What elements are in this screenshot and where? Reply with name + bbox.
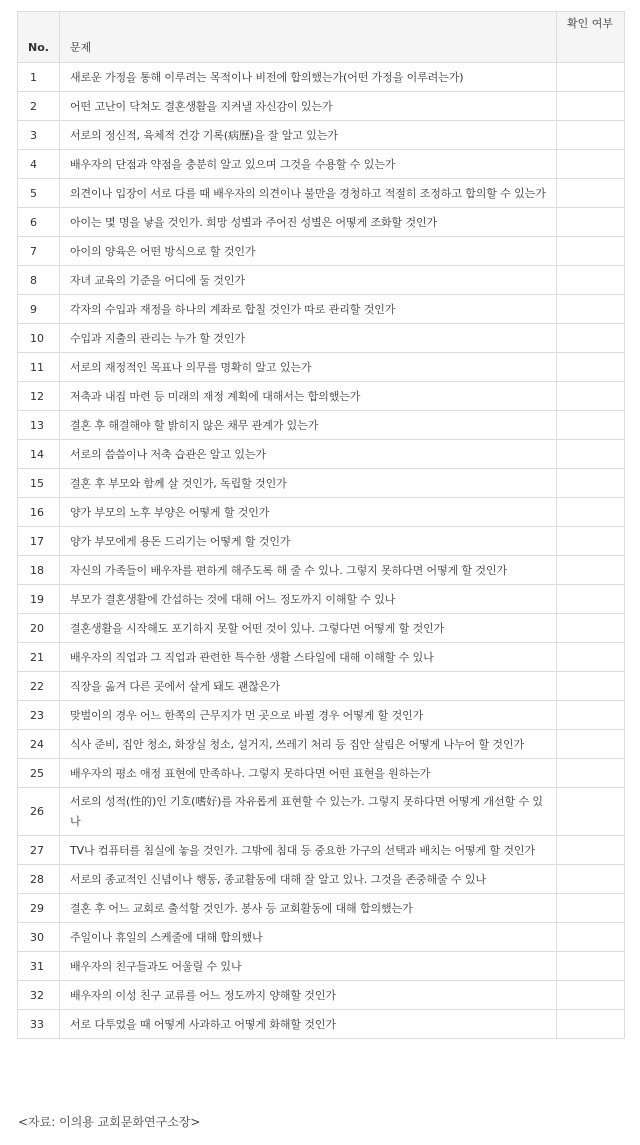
row-number: 22	[18, 672, 60, 701]
table-row	[18, 701, 625, 730]
row-check-cell	[557, 836, 625, 865]
row-check-cell	[557, 730, 625, 759]
row-check-cell	[557, 788, 625, 836]
row-number: 6	[18, 208, 60, 237]
row-check-cell	[557, 585, 625, 614]
table-row	[18, 1010, 625, 1039]
row-question: 아이의 양육은 어떤 방식으로 할 것인가	[60, 237, 557, 266]
row-question: 배우자의 평소 애정 표현에 만족하나. 그렇지 못하다면 어떤 표현을 원하는가	[60, 759, 557, 788]
row-number: 10	[18, 324, 60, 353]
row-number: 8	[18, 266, 60, 295]
row-number: 19	[18, 585, 60, 614]
row-number: 13	[18, 411, 60, 440]
row-question: 결혼 후 해결해야 할 밝히지 않은 채무 관계가 있는가	[60, 411, 557, 440]
row-question: 수입과 지출의 관리는 누가 할 것인가	[60, 324, 557, 353]
row-number: 28	[18, 865, 60, 894]
row-number: 9	[18, 295, 60, 324]
row-number: 21	[18, 643, 60, 672]
table-row	[18, 295, 625, 324]
row-check-cell	[557, 411, 625, 440]
row-check-cell	[557, 469, 625, 498]
table-row	[18, 498, 625, 527]
row-number: 23	[18, 701, 60, 730]
row-number: 17	[18, 527, 60, 556]
row-check-cell	[557, 527, 625, 556]
row-question: 배우자의 단점과 약점을 충분히 알고 있으며 그것을 수용할 수 있는가	[60, 150, 557, 179]
row-check-cell	[557, 237, 625, 266]
table-row	[18, 730, 625, 759]
row-number: 20	[18, 614, 60, 643]
table-body	[18, 63, 625, 1039]
row-question: TV나 컴퓨터를 침실에 놓을 것인가. 그밖에 침대 등 중요한 가구의 선택과 배치는 어떻게 할 것인가	[60, 836, 557, 865]
row-number: 2	[18, 92, 60, 121]
row-number: 30	[18, 923, 60, 952]
table-row	[18, 672, 625, 701]
row-check-cell	[557, 759, 625, 788]
table-row	[18, 759, 625, 788]
table-row	[18, 324, 625, 353]
row-check-cell	[557, 952, 625, 981]
row-check-cell	[557, 498, 625, 527]
row-check-cell	[557, 382, 625, 411]
row-check-cell	[557, 63, 625, 92]
row-check-cell	[557, 150, 625, 179]
row-question: 서로 다투었을 때 어떻게 사과하고 어떻게 화해할 것인가	[60, 1010, 557, 1039]
table-row	[18, 981, 625, 1010]
row-question: 각자의 수입과 재정을 하나의 계좌로 합칠 것인가 따로 관리할 것인가	[60, 295, 557, 324]
row-check-cell	[557, 923, 625, 952]
table-row	[18, 614, 625, 643]
table-row	[18, 440, 625, 469]
row-check-cell	[557, 556, 625, 585]
row-check-cell	[557, 701, 625, 730]
row-number: 16	[18, 498, 60, 527]
row-check-cell	[557, 1010, 625, 1039]
row-question: 서로의 정신적, 육체적 건강 기록(病歷)을 잘 알고 있는가	[60, 121, 557, 150]
row-check-cell	[557, 179, 625, 208]
table-row	[18, 527, 625, 556]
table-row	[18, 952, 625, 981]
table-row	[18, 469, 625, 498]
table-row	[18, 92, 625, 121]
row-check-cell	[557, 266, 625, 295]
table-row	[18, 179, 625, 208]
table-row	[18, 266, 625, 295]
row-check-cell	[557, 353, 625, 382]
table-row	[18, 121, 625, 150]
row-check-cell	[557, 643, 625, 672]
row-number: 5	[18, 179, 60, 208]
table-row	[18, 894, 625, 923]
row-number: 26	[18, 788, 60, 836]
table-row	[18, 923, 625, 952]
row-question: 식사 준비, 집안 청소, 화장실 청소, 설거지, 쓰레기 처리 등 집안 살림은 어떻게 나누어 할 것인가	[60, 730, 557, 759]
row-check-cell	[557, 324, 625, 353]
row-check-cell	[557, 440, 625, 469]
row-question: 배우자의 친구들과도 어울릴 수 있나	[60, 952, 557, 981]
row-question: 결혼 후 어느 교회로 출석할 것인가. 봉사 등 교회활동에 대해 합의했는가	[60, 894, 557, 923]
row-number: 4	[18, 150, 60, 179]
row-question: 주일이나 휴일의 스케줄에 대해 합의했나	[60, 923, 557, 952]
row-question: 서로의 성적(性的)인 기호(嗜好)를 자유롭게 표현할 수 있는가. 그렇지 못하다면 어떻게 개선할 수 있나	[60, 788, 557, 836]
row-question: 맞벌이의 경우 어느 한쪽의 근무지가 먼 곳으로 바뀔 경우 어떻게 할 것인가	[60, 701, 557, 730]
row-question: 저축과 내집 마련 등 미래의 재정 계획에 대해서는 합의했는가	[60, 382, 557, 411]
row-question: 서로의 씀씀이나 저축 습관은 알고 있는가	[60, 440, 557, 469]
row-question: 직장을 옮겨 다른 곳에서 살게 돼도 괜찮은가	[60, 672, 557, 701]
header-no: No.	[18, 12, 60, 63]
row-check-cell	[557, 981, 625, 1010]
row-number: 7	[18, 237, 60, 266]
row-number: 18	[18, 556, 60, 585]
row-number: 12	[18, 382, 60, 411]
table-row	[18, 353, 625, 382]
row-number: 31	[18, 952, 60, 981]
row-question: 배우자의 이성 친구 교류를 어느 정도까지 양해할 것인가	[60, 981, 557, 1010]
header-question: 문제	[60, 12, 557, 63]
header-row	[18, 12, 625, 63]
row-question: 자녀 교육의 기준을 어디에 둘 것인가	[60, 266, 557, 295]
table-row	[18, 208, 625, 237]
row-check-cell	[557, 894, 625, 923]
table-row	[18, 836, 625, 865]
row-number: 24	[18, 730, 60, 759]
row-question: 어떤 고난이 닥쳐도 결혼생활을 지켜낼 자신감이 있는가	[60, 92, 557, 121]
row-number: 33	[18, 1010, 60, 1039]
row-number: 27	[18, 836, 60, 865]
premarital-checklist-table	[17, 11, 625, 1039]
table-row	[18, 63, 625, 92]
table-row	[18, 556, 625, 585]
header-check: 확인 여부	[557, 12, 625, 63]
row-question: 결혼생활을 시작해도 포기하지 못할 어떤 것이 있나. 그렇다면 어떻게 할 것인가	[60, 614, 557, 643]
row-number: 25	[18, 759, 60, 788]
table-row	[18, 585, 625, 614]
row-question: 양가 부모에게 용돈 드리기는 어떻게 할 것인가	[60, 527, 557, 556]
row-question: 자신의 가족들이 배우자를 편하게 해주도록 해 줄 수 있나. 그렇지 못하다면 어떻게 할 것인가	[60, 556, 557, 585]
row-number: 29	[18, 894, 60, 923]
table-row	[18, 788, 625, 836]
row-number: 15	[18, 469, 60, 498]
table-header	[18, 12, 625, 63]
row-number: 3	[18, 121, 60, 150]
row-question: 부모가 결혼생활에 간섭하는 것에 대해 어느 정도까지 이해할 수 있나	[60, 585, 557, 614]
row-check-cell	[557, 92, 625, 121]
checklist-table-wrapper	[17, 11, 624, 1039]
row-check-cell	[557, 614, 625, 643]
row-question: 서로의 재정적인 목표나 의무를 명확히 알고 있는가	[60, 353, 557, 382]
row-number: 11	[18, 353, 60, 382]
row-question: 의견이나 입장이 서로 다를 때 배우자의 의견이나 불만을 경청하고 적절히 조정하고 합의할 수 있는가	[60, 179, 557, 208]
table-row	[18, 237, 625, 266]
row-number: 14	[18, 440, 60, 469]
row-question: 아이는 몇 명을 낳을 것인가. 희망 성별과 주어진 성별은 어떻게 조화할 것인가	[60, 208, 557, 237]
table-row	[18, 411, 625, 440]
row-number: 1	[18, 63, 60, 92]
row-question: 양가 부모의 노후 부양은 어떻게 할 것인가	[60, 498, 557, 527]
row-question: 서로의 종교적인 신념이나 행동, 종교활동에 대해 잘 알고 있나. 그것을 존중해줄 수 있나	[60, 865, 557, 894]
table-row	[18, 382, 625, 411]
row-check-cell	[557, 208, 625, 237]
table-row	[18, 643, 625, 672]
row-check-cell	[557, 672, 625, 701]
table-row	[18, 865, 625, 894]
source-note: <자료: 이의용 교회문화연구소장>	[18, 1115, 201, 1129]
table-row	[18, 150, 625, 179]
row-question: 배우자의 직업과 그 직업과 관련한 특수한 생활 스타일에 대해 이해할 수 있나	[60, 643, 557, 672]
row-question: 새로운 가정을 통해 이루려는 목적이나 비전에 합의했는가(어떤 가정을 이루려는가)	[60, 63, 557, 92]
row-number: 32	[18, 981, 60, 1010]
row-question: 결혼 후 부모와 함께 살 것인가, 독립할 것인가	[60, 469, 557, 498]
row-check-cell	[557, 295, 625, 324]
row-check-cell	[557, 865, 625, 894]
row-check-cell	[557, 121, 625, 150]
